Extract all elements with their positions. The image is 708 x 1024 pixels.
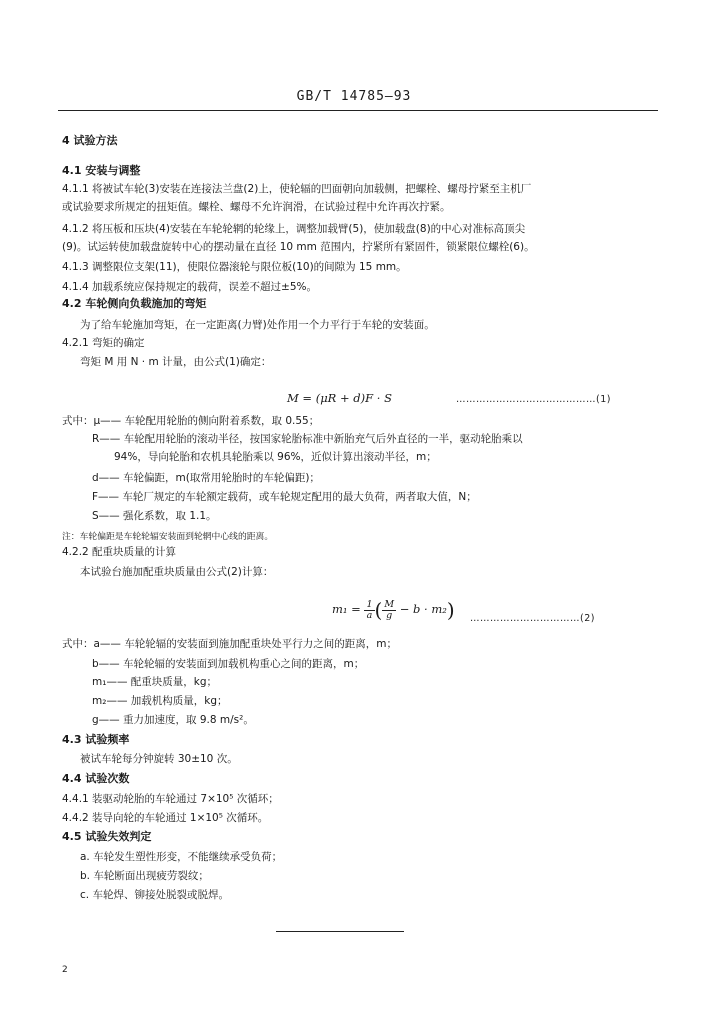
subsection-heading: 4.2.1 弯矩的确定 (62, 337, 145, 349)
open-paren: ( (374, 598, 383, 622)
where-line: b—— 车轮轮辐的安装面到加载机构重心之间的距离，m； (92, 658, 365, 670)
paragraph-line: 4.4.1 装驱动轮胎的车轮通过 7×10⁵ 次循环； (62, 793, 279, 805)
paragraph-line: (9)。试运转使加载盘旋转中心的摆动量在直径 10 mm 范围内，拧紧所有紧固件，锁紧限位螺栓(6)。 (62, 241, 535, 253)
paragraph-line: 弯矩 M 用 N · m 计量，由公式(1)确定： (80, 356, 272, 368)
paragraph-line: 被试车轮每分钟旋转 30±10 次。 (80, 753, 238, 765)
fraction: $\frac{M}{g}$ (384, 598, 395, 621)
subsection-heading: 4.5 试验失效判定 (62, 830, 152, 843)
where-line: F—— 车轮厂规定的车轮额定载荷，或车轮规定配用的最大负荷，两者取大值，N； (92, 491, 477, 503)
where-line: S—— 强化系数，取 1.1。 (92, 510, 217, 522)
paragraph-line: 4.1.1 将被试车轮(3)安装在连接法兰盘(2)上，使轮辐的凹面朝向加载侧，把螺栓、螺母拧紧至主机厂 (62, 183, 532, 195)
equation-number: ……………………………(2) (470, 613, 595, 624)
list-item: b. 车轮断面出现疲劳裂纹； (80, 870, 209, 882)
page-number: 2 (62, 965, 68, 975)
standard-code-header: GB/T 14785—93 (296, 89, 412, 104)
where-line: 94%，导向轮胎和农机具轮胎乘以 96%，近似计算出滚动半径，m； (114, 451, 437, 463)
note-line: 注：车轮偏距是车轮轮辐安装面到轮辋中心线的距离。 (62, 532, 274, 542)
where-line: 式中：μ—— 车轮配用轮胎的侧向附着系数，取 0.55； (62, 415, 320, 427)
paragraph-line: 4.1.2 将压板和压块(4)安装在车轮轮辋的轮缘上，调整加载臂(5)，使加载盘(8)的中心对准标高顶尖 (62, 223, 526, 235)
formula-2-rest: − b · m₂ (399, 602, 447, 616)
subsection-heading: 4.2.2 配重块质量的计算 (62, 546, 177, 558)
where-line: g—— 重力加速度，取 9.8 m/s²。 (92, 714, 254, 726)
where-line: m₁—— 配重块质量，kg； (92, 676, 218, 688)
where-line: m₂—— 加载机构质量，kg； (92, 695, 228, 707)
list-item: c. 车轮焊、铆接处脱裂或脱焊。 (80, 889, 229, 901)
formula-1: M = (μR + d)F · S (287, 391, 392, 405)
end-divider (276, 931, 404, 932)
where-line: 式中：a—— 车轮轮辐的安装面到施加配重块处平行力之间的距离，m； (62, 638, 397, 650)
paragraph-line: 本试验台施加配重块质量由公式(2)计算： (80, 566, 274, 578)
subsection-heading: 4.2 车轮侧向负载施加的弯矩 (62, 297, 207, 310)
subsection-heading: 4.3 试验频率 (62, 733, 130, 746)
formula-2 (332, 598, 455, 622)
header-divider (58, 110, 658, 111)
paragraph-line: 4.1.4 加载系统应保持规定的载荷，误差不超过±5%。 (62, 281, 318, 293)
paragraph-line: 4.4.2 装导向轮的车轮通过 1×10⁵ 次循环。 (62, 812, 269, 824)
section-heading: 4 试验方法 (62, 134, 118, 147)
where-line: d—— 车轮偏距，m(取常用轮胎时的车轮偏距)； (92, 472, 320, 484)
subsection-heading: 4.1 安装与调整 (62, 164, 141, 177)
paragraph-line: 为了给车轮施加弯矩，在一定距离(力臂)处作用一个力平行于车轮的安装面。 (80, 319, 435, 331)
close-paren: ) (446, 598, 455, 622)
list-item: a. 车轮发生塑性形变，不能继续承受负荷； (80, 851, 283, 863)
subsection-heading: 4.4 试验次数 (62, 772, 130, 785)
where-line: R—— 车轮配用轮胎的滚动半径，按国家轮胎标准中新胎充气后外直径的一半，驱动轮胎乘以 (92, 433, 523, 445)
equation-number: ……………………………………(1) (456, 394, 611, 405)
paragraph-line: 4.1.3 调整限位支架(11)，使限位器滚轮与限位板(10)的间隙为 15 mm。 (62, 261, 407, 273)
formula-2-lhs: m₁ = (332, 602, 361, 616)
fraction: $\frac{1}{a}$ (366, 598, 373, 621)
paragraph-line: 或试验要求所规定的扭矩值。螺栓、螺母不允许润滑，在试验过程中允许再次拧紧。 (62, 201, 451, 213)
